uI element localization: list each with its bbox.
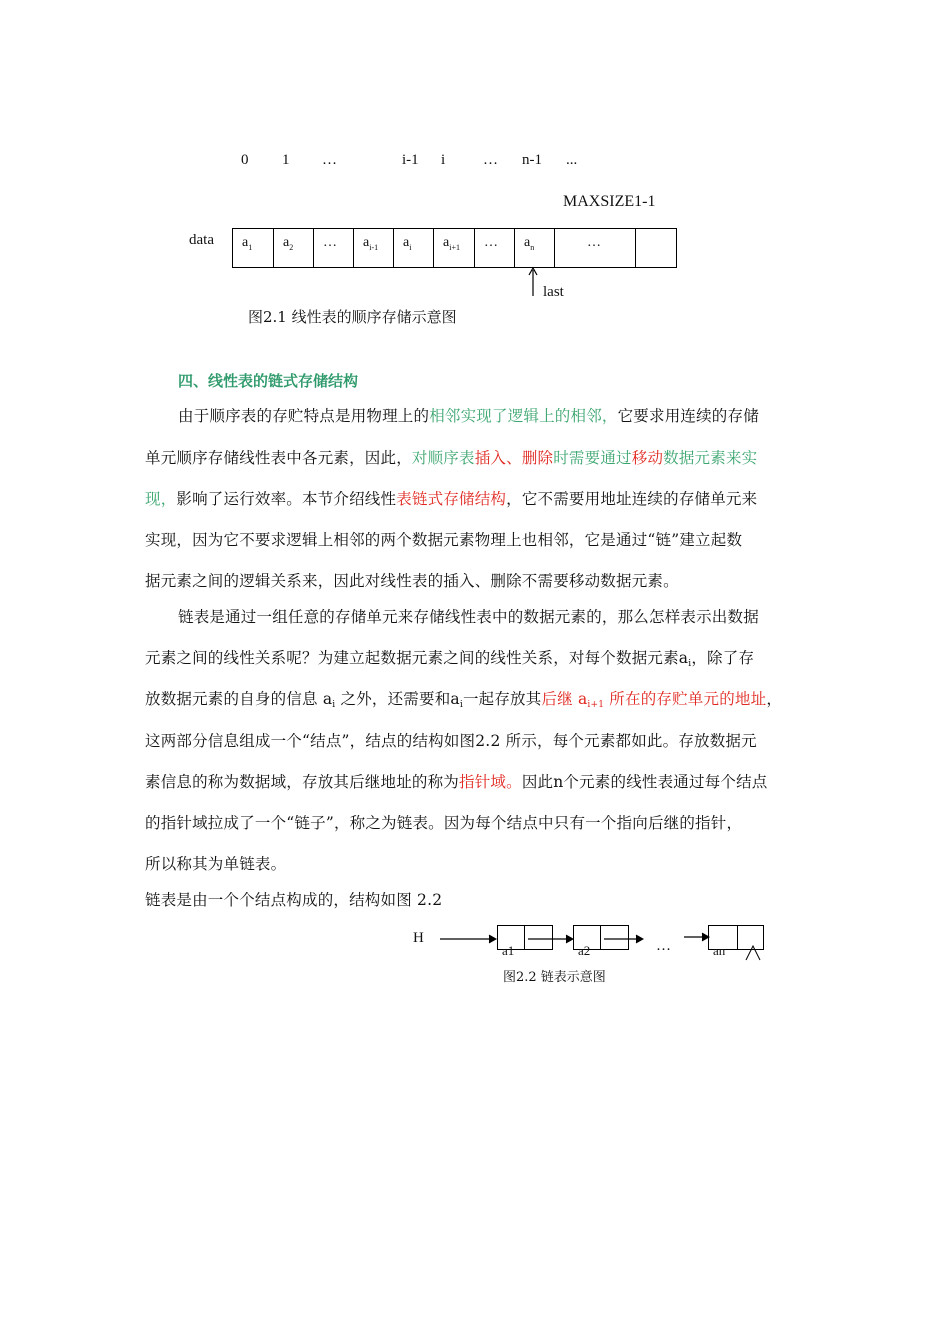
array-cell: $a_2$: [274, 229, 314, 267]
array-cell: $a_{i-1}$: [354, 229, 394, 267]
array-cell: $a_n$: [515, 229, 555, 267]
array-cell: …: [314, 229, 354, 267]
null-pointer-icon: [744, 944, 762, 962]
array-cell: …: [475, 229, 515, 267]
head-label: H: [413, 930, 424, 946]
array-label: data: [189, 232, 214, 248]
array-cell: [636, 229, 677, 267]
paragraph-line: 所以称其为单链表。: [145, 855, 287, 873]
paragraph-line: 现，影响了运行效率。本节介绍线性表链式存储结构，它不需要用地址连续的存储单元来: [145, 490, 758, 508]
index-label: …: [483, 152, 498, 168]
section-heading: 四、线性表的链式存储结构: [178, 372, 359, 390]
paragraph-line: 的指针域拉成了一个“链子”，称之为链表。因为每个结点中只有一个指向后继的指针，: [145, 814, 743, 832]
paragraph-line: 这两部分信息组成一个“结点”，结点的结构如图2.2 所示，每个元素都如此。存放数据元: [145, 732, 757, 750]
figure-caption: 图2.1 线性表的顺序存储示意图: [248, 308, 457, 326]
array-cell: $a_i$: [394, 229, 434, 267]
paragraph-line: 单元顺序存储线性表中各元素，因此，对顺序表插入、删除时需要通过移动数据元素来实: [145, 449, 758, 467]
index-label: 0: [241, 152, 249, 168]
paragraph-line: 实现，因为它不要求逻辑上相邻的两个数据元素物理上也相邻，它是通过“链”建立起数: [145, 531, 743, 549]
paragraph-line: 链表是由一个个结点构成的，结构如图 2.2: [145, 891, 443, 909]
array-cell: …: [555, 229, 636, 267]
pointer-arrow-icon: [526, 266, 540, 298]
node-label: an: [713, 943, 726, 958]
paragraph-line: 据元素之间的逻辑关系来，因此对线性表的插入、删除不需要移动数据元素。: [145, 572, 679, 590]
arrow-right-icon: [600, 932, 646, 946]
figure-caption: 图2.2 链表示意图: [503, 970, 606, 985]
paragraph-line: 素信息的称为数据域，存放其后继地址的称为指针域。因此n个元素的线性表通过每个结点: [145, 773, 768, 791]
node-label: a1: [502, 943, 515, 958]
maxsize-label: MAXSIZE1-1: [563, 193, 656, 210]
paragraph-line: 元素之间的线性关系呢？为建立起数据元素之间的线性关系，对每个数据元素$a_i$，除了存: [145, 649, 755, 669]
last-label: last: [543, 284, 564, 300]
array-cell: $a_1$: [233, 229, 274, 267]
index-label: ...: [566, 152, 578, 168]
index-label: …: [322, 152, 337, 168]
paragraph-line: 链表是通过一组任意的存储单元来存储线性表中的数据元素的，那么怎样表示出数据: [178, 608, 759, 626]
paragraph-line: 放数据元素的自身的信息 $a_i$ 之外，还需要和$a_i$一起存放其后继 $a_{i+1}$ 所在的存贮单元的地址，: [145, 690, 783, 710]
index-label: n-1: [522, 152, 542, 168]
index-label: i-1: [402, 152, 419, 168]
index-label: i: [441, 152, 446, 168]
paragraph-line: 由于顺序表的存贮特点是用物理上的相邻实现了逻辑上的相邻，它要求用连续的存储: [178, 407, 759, 425]
node-label: a2: [578, 943, 591, 958]
index-label: 1: [282, 152, 290, 168]
arrow-right-icon: [440, 932, 498, 946]
arrow-right-icon: [524, 932, 576, 946]
ellipsis: …: [656, 938, 671, 954]
array-cells: [232, 228, 677, 268]
array-cell: $a_{i+1}$: [434, 229, 475, 267]
